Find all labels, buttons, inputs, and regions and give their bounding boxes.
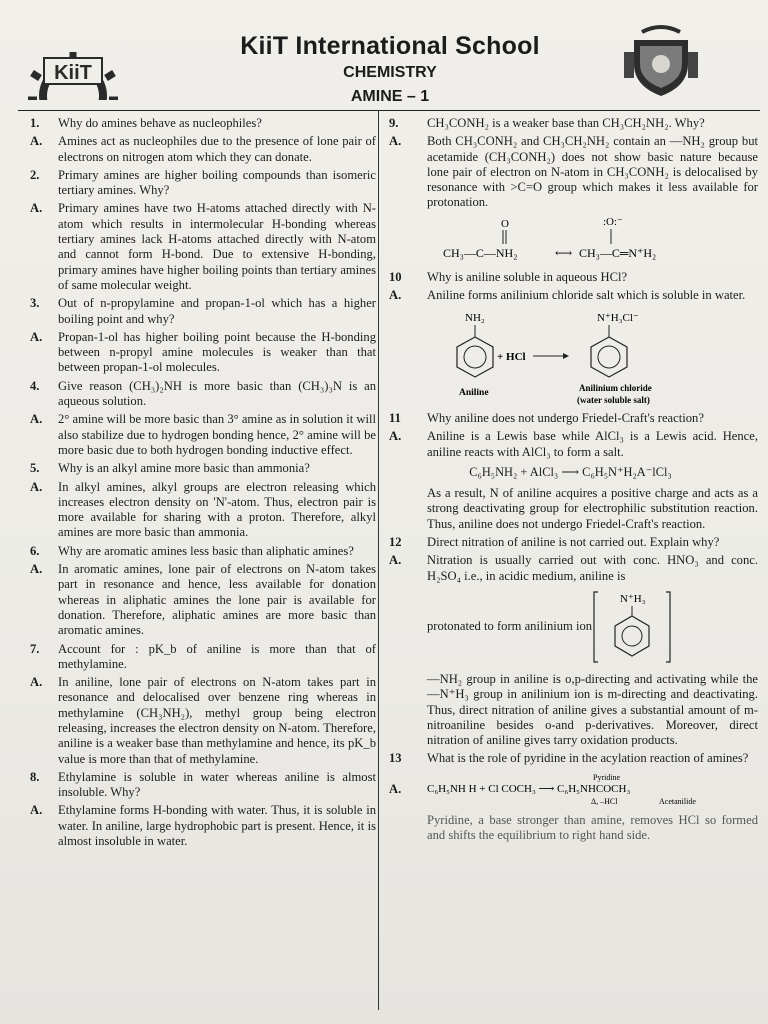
aniline-hcl-diagram	[383, 307, 753, 407]
answer-label: A.	[30, 803, 43, 818]
answer-text: Pyridine, a base stronger than amine, removes HCl so formed and shifts the equilibrium to right hand side.	[427, 812, 758, 843]
benzene-ring-icon	[457, 337, 493, 377]
question-item	[20, 770, 376, 801]
answer-label: A.	[30, 479, 43, 494]
anilinium-ion-diagram	[592, 588, 672, 666]
carbonyl-oxygen: O	[501, 217, 509, 230]
answer-label: A.	[389, 782, 402, 797]
answer-13-continued	[383, 813, 758, 844]
question-number: 7.	[30, 641, 40, 656]
question-text: Why is an alkyl amine more basic than ammonia?	[58, 461, 310, 476]
question-text: Direct nitration of aniline is not carried out. Explain why?	[427, 535, 720, 550]
question-item	[20, 296, 376, 327]
question-text: Ethylamine is soluble in water whereas aniline is almost insoluble. Why?	[58, 769, 376, 800]
answer-text: Both CH₃CONH₂ and CH₃CH₂NH₂ contain an —NH₂ group but acetamide (CH₃CONH₂) does not show basic nature because lone pair of electron on N-atom in CH₃CONH₂ is delocalised by resonance with >C=O group which makes it less available for protonation.	[427, 134, 758, 210]
school-crest-icon	[620, 22, 702, 100]
answer-item	[20, 562, 376, 638]
question-text: Why aniline does not undergo Friedel-Craft's reaction?	[427, 410, 704, 425]
answer-10	[383, 288, 758, 303]
school-name: KiiT International School	[240, 32, 540, 60]
answer-text: In aromatic amines, lone pair of electrons on N-atom takes part in resonance and hence, less available for donation whereas in aliphatic amines the lone pair is available for donation. Therefore, aliphatic amines are more basic than aromatic amines.	[58, 562, 376, 638]
question-number: 4.	[30, 378, 40, 393]
answer-item	[20, 134, 376, 165]
question-number: 9.	[389, 116, 399, 130]
answer-text: Aniline is a Lewis base while AlCl₃ is a Lewis acid. Hence, aniline reacts with AlCl₃ to form a salt.	[427, 429, 758, 459]
right-column	[383, 116, 758, 846]
benzene-ring-icon	[615, 616, 649, 656]
answer-text: Aniline forms anilinium chloride salt which is soluble in water.	[427, 288, 746, 303]
answer-11-continued	[383, 486, 758, 532]
answer-12	[383, 553, 758, 584]
question-item	[20, 461, 376, 476]
alkoxide-oxygen: :O:⁻	[603, 215, 623, 228]
acylation-equation: C₆H₅NH H + Cl COCH₃ ⟶ C₆H₅NHCOCH₃	[427, 782, 631, 795]
answer-item	[20, 480, 376, 541]
anilinium-ion-row	[427, 588, 758, 666]
question-number: 1.	[30, 116, 40, 130]
anilinium-nh3cl: N⁺H₃Cl⁻	[597, 311, 639, 324]
column-divider	[378, 110, 379, 1010]
answer-text: —NH₂ group in aniline is o,p-directing and activating while the —N⁺H₃ group in anilinium ion is m-directing and deactivating. Thus, direct nitration of aniline gives a substantial amount of m-nitroaniline besides o-and p-derivatives. Moreover, direct nitration of aniline gives tarry oxidation products.	[427, 671, 758, 748]
benzene-ring-icon	[591, 337, 627, 377]
question-text: Why do amines behave as nucleophiles?	[58, 116, 262, 130]
question-11	[383, 411, 758, 426]
question-13	[383, 751, 758, 766]
answer-9	[383, 134, 758, 210]
answer-label: A.	[30, 675, 43, 690]
acetamide-resonance-diagram	[383, 214, 753, 266]
answer-item	[20, 330, 376, 376]
plus-hcl: + HCl	[497, 350, 526, 363]
answer-label: A.	[30, 201, 43, 216]
pyridine-acylation-equation	[427, 770, 747, 810]
resonance-arrow: ⟷	[555, 245, 573, 260]
question-number: 8.	[30, 769, 40, 784]
question-text: Why are aromatic amines less basic than aliphatic amines?	[58, 543, 354, 558]
answer-label: A.	[389, 553, 402, 568]
anilinium-note: (water soluble salt)	[577, 394, 650, 405]
answer-text: Propan-1-ol has higher boiling point because the H-bonding between n-propyl amine molecules is weaker than that between propan-1-ol molecules.	[58, 329, 376, 375]
question-12	[383, 535, 758, 550]
question-item	[20, 544, 376, 559]
question-text: Primary amines are higher boiling compounds than isomeric tertiary amines. Why?	[58, 167, 376, 198]
nh3-plus: N⁺H₃	[620, 592, 646, 605]
question-text: CH₃CONH₂ is a weaker base than CH₃CH₂NH₂. Why?	[427, 116, 705, 130]
answer-label: A.	[389, 134, 402, 149]
aniline-alcl3-equation: C₆H₅NH₂ + AlCl₃ ⟶ C₆H₅N⁺H₂A⁻lCl₃	[469, 464, 672, 479]
question-text: Account for : pK_b of aniline is more than that of methylamine.	[58, 641, 376, 671]
answer-11	[383, 429, 758, 460]
question-item	[20, 642, 376, 673]
question-number: 12	[389, 535, 402, 550]
answer-label: A.	[30, 412, 43, 427]
answer-label: A.	[30, 329, 43, 344]
header-divider	[18, 110, 760, 111]
question-text: What is the role of pyridine in the acylation reaction of amines?	[427, 751, 749, 766]
question-text: Give reason (CH₃)₂NH is more basic than (CH₃)₃N is an aqueous solution.	[58, 378, 376, 409]
question-number: 10	[389, 270, 402, 285]
kiit-logo-icon	[18, 38, 128, 118]
subject-title: CHEMISTRY	[343, 64, 437, 81]
answer-text: In aniline, lone pair of electrons on N-atom takes part in resonance and delocalised over benzene ring whereas in methylamine (CH₃NH₂), methyl group being electron releasing, increases the electron density on N-atom. Therefore, aniline is a weaker base than methylamine and hence, its pK_b value is more than that of methylamine.	[58, 675, 376, 766]
answer-text: Ethylamine forms H-bonding with water. Thus, it is soluble in water. In aniline, large hydrophobic part is present. Hence, it is almost insoluble in water.	[58, 803, 376, 849]
answer-label: A.	[30, 562, 43, 577]
anilinium-caption: Anilinium chloride	[579, 382, 652, 393]
question-number: 13	[389, 751, 402, 766]
product-name: Acetanilide	[659, 796, 696, 806]
aniline-nh2: NH₂	[465, 311, 485, 324]
question-item	[20, 168, 376, 199]
question-item	[20, 116, 376, 131]
answer-item	[20, 412, 376, 458]
answer-label: A.	[389, 288, 402, 303]
question-10	[383, 270, 758, 285]
topic-title: AMINE – 1	[350, 88, 430, 105]
question-number: 11	[389, 410, 401, 425]
answer-item	[20, 201, 376, 293]
question-item	[20, 379, 376, 410]
question-text: Out of n-propylamine and propan-1-ol which has a higher boiling point and why?	[58, 296, 376, 326]
answer-12-continued	[383, 672, 758, 748]
question-number: 3.	[30, 296, 40, 311]
answer-item	[20, 675, 376, 767]
question-number: 2.	[30, 167, 40, 182]
resonance-left: CH₃—C—NH₂	[443, 245, 518, 260]
left-column	[20, 116, 376, 852]
answer-text: Amines act as nucleophiles due to the presence of lone pair of electrons on nitrogen atom which they can donate.	[58, 134, 376, 164]
svg-text:KiiT: KiiT	[54, 62, 92, 84]
answer-text: Primary amines have two H-atoms attached directly with N-atom which results in intermolecular H-bonding whereas tertiary amines lack H-atoms attached directly with N-atom and cannot form H-bond. Due to extensive H-bonding, primary amines have higher boiling points than tertiary amines of same molecular weight.	[58, 201, 376, 292]
resonance-right: CH₃—C═N⁺H₂	[579, 245, 657, 260]
answer-text: 2° amine will be more basic than 3° amine as in solution it will also stabilize due to hydrogen bonding hence, 2° amine will be more basic due to both hydrogen bonding inductive effect.	[58, 412, 376, 457]
question-number: 6.	[30, 543, 40, 558]
answer-13	[383, 770, 758, 810]
answer-text: As a result, N of aniline acquires a positive charge and acts as a strong deactivating group for electrophilic substitution reaction. Thus, aniline does not undergo Friedel-Craft's reaction.	[427, 486, 758, 531]
answer-label: A.	[30, 134, 43, 149]
answer-text: Nitration is usually carried out with conc. HNO₃ and conc. H₂SO₄ i.e., in acidic medium, aniline is	[427, 553, 758, 583]
reagent-below: Δ, –HCl	[591, 796, 618, 806]
answer-text: In alkyl amines, alkyl groups are electron releasing which increases electron density on 'N'-atom. Thus, electron pair is more available for sharing with a proton. Therefore, alkyl amines are more basic than ammonia.	[58, 479, 376, 540]
answer-label: A.	[389, 429, 402, 444]
question-number: 5.	[30, 461, 40, 476]
anilinium-ion-text: protonated to form anilinium ion	[427, 619, 593, 634]
question-9	[383, 116, 758, 131]
reagent-above: Pyridine	[593, 772, 621, 782]
answer-item	[20, 803, 376, 849]
aniline-caption: Aniline	[459, 387, 489, 398]
question-text: Why is aniline soluble in aqueous HCl?	[427, 270, 628, 285]
